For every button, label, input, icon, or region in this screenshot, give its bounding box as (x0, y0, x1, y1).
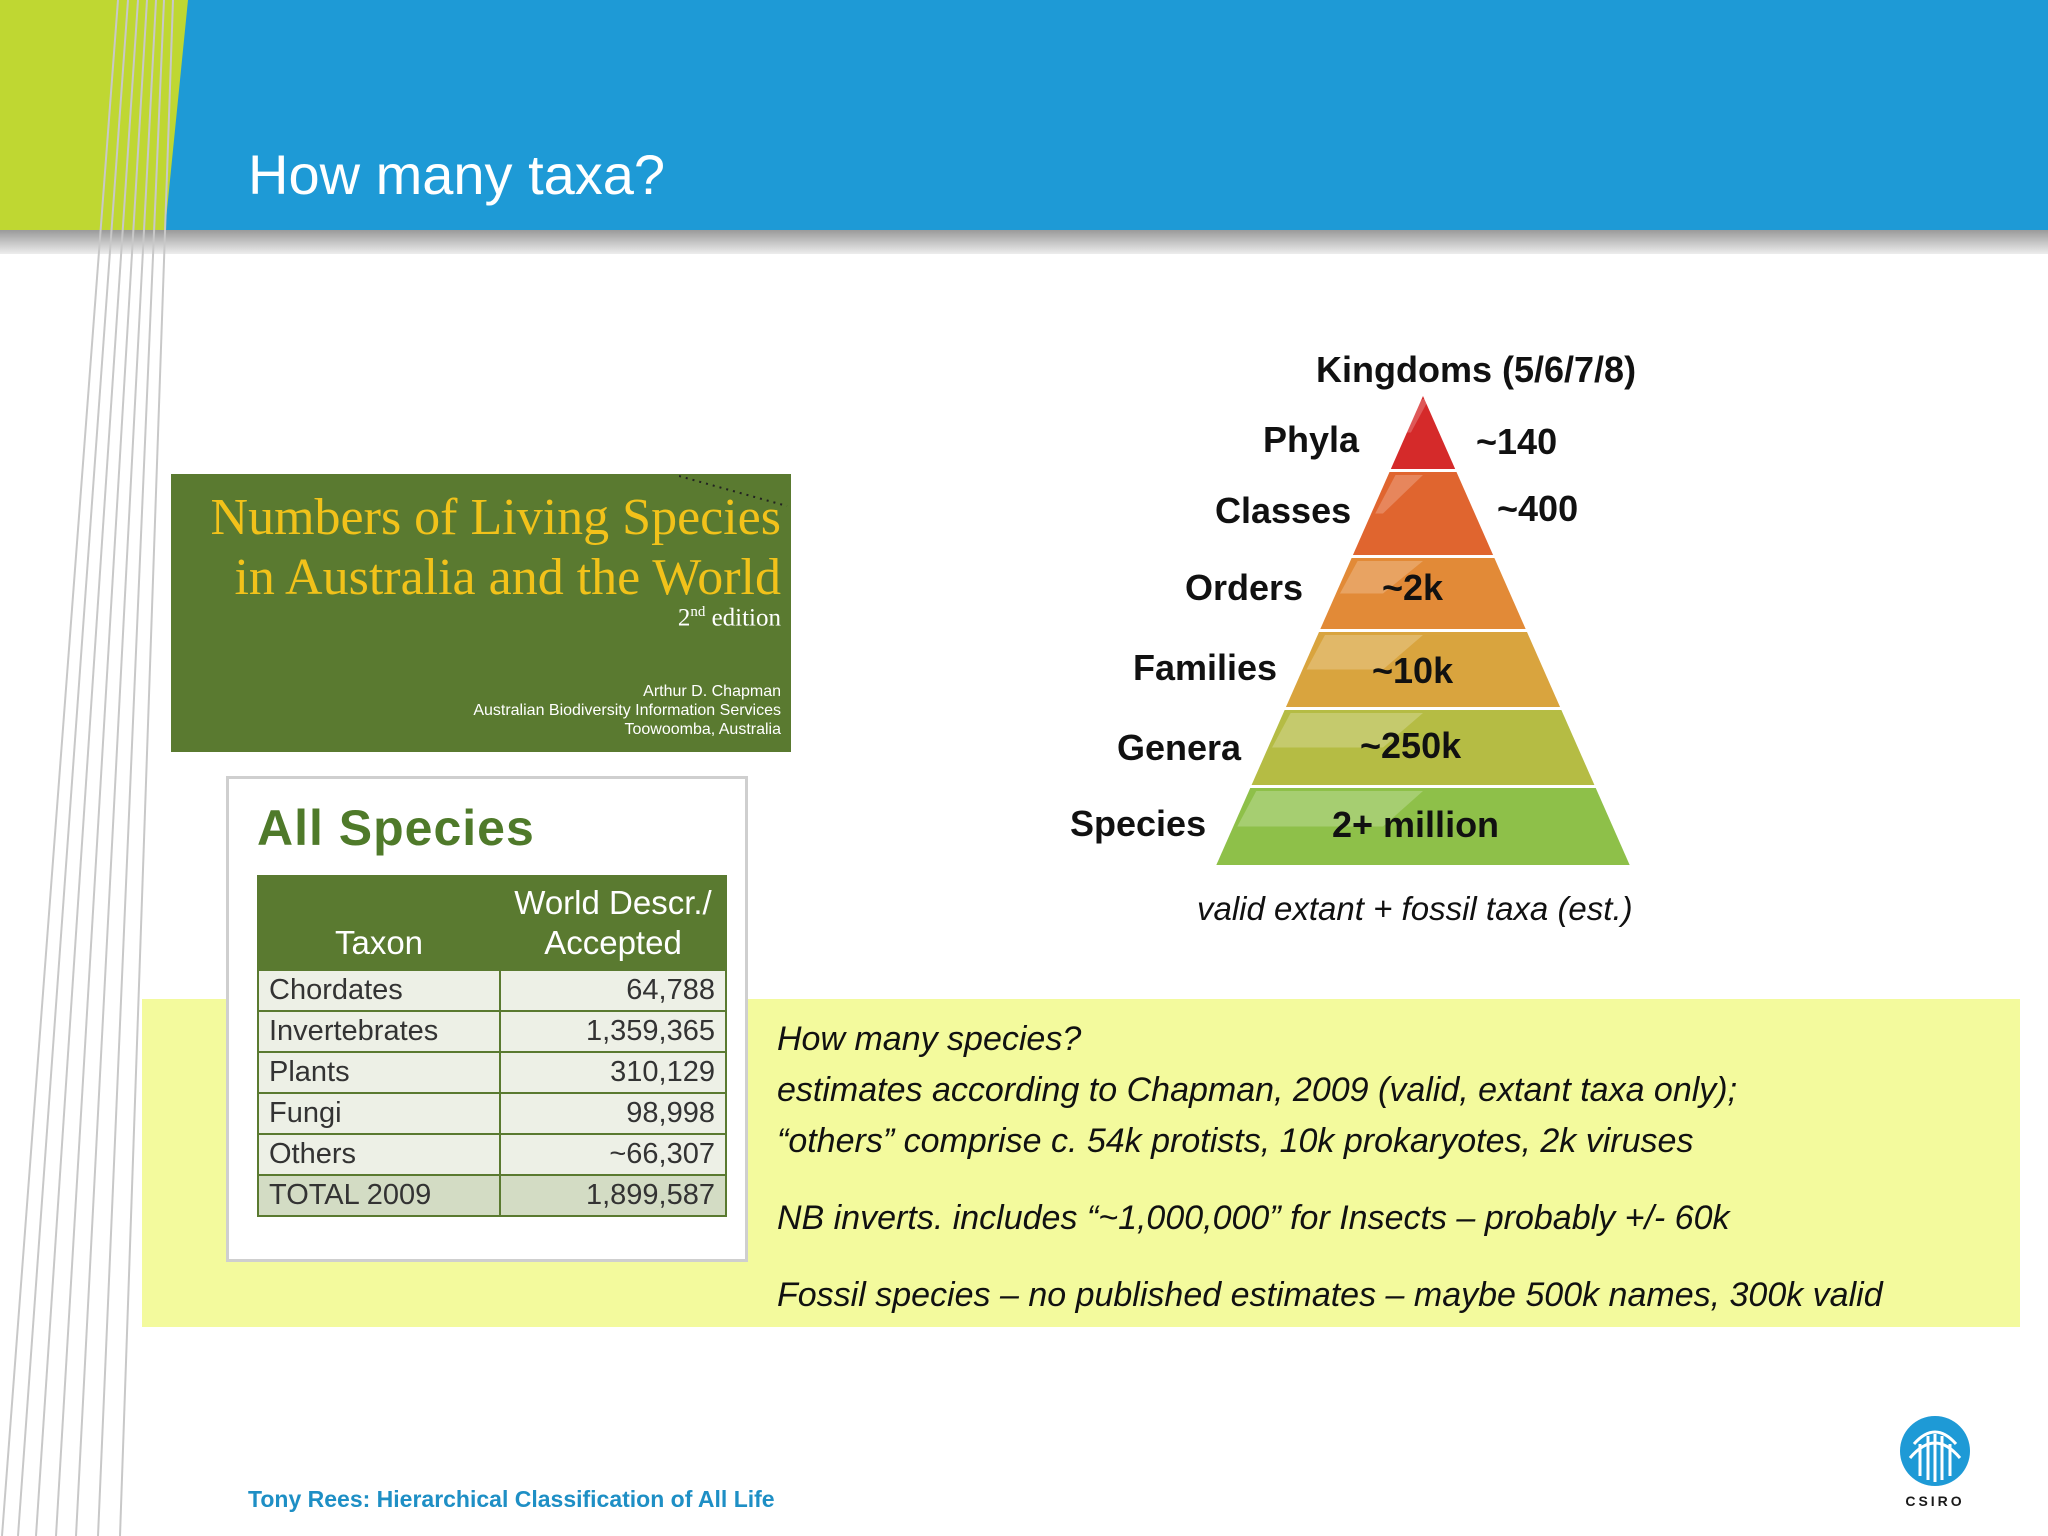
value-cell: 98,998 (500, 1093, 726, 1134)
count-label-classes: ~400 (1497, 488, 1579, 529)
note-line-2: estimates according to Chapman, 2009 (valid, extant taxa only); (777, 1071, 1738, 1109)
table-row (258, 970, 726, 1011)
species-table-heading: All Species (257, 800, 535, 856)
book-title-line2: in Australia and the World (234, 549, 781, 606)
table-row (258, 1011, 726, 1052)
table-row (258, 1134, 726, 1175)
table-total-row (258, 1175, 726, 1216)
taxon-cell: Plants (258, 1052, 500, 1093)
book-organisation: Australian Biodiversity Information Services (473, 702, 781, 719)
taxon-cell: Chordates (258, 970, 500, 1011)
count-label-phyla: ~140 (1476, 421, 1558, 462)
taxon-cell: Others (258, 1134, 500, 1175)
edition-suffix: nd (690, 604, 706, 620)
taxon-cell: Invertebrates (258, 1011, 500, 1052)
rank-label-orders: Orders (1185, 567, 1304, 608)
book-author: Arthur D. Chapman (643, 683, 781, 700)
value-cell: 1,359,365 (500, 1011, 726, 1052)
column-header-taxon: Taxon (258, 876, 500, 970)
book-cover (171, 474, 791, 752)
total-value-cell: 1,899,587 (500, 1175, 726, 1216)
value-cell: ~66,307 (500, 1134, 726, 1175)
pyramid-top-label: Kingdoms (5/6/7/8) (1316, 349, 1637, 390)
edition-word: edition (711, 604, 781, 632)
slide-title: How many taxa? (248, 143, 666, 206)
value-cell: 310,129 (500, 1052, 726, 1093)
note-line-1: How many species? (777, 1020, 1082, 1058)
count-label-species: 2+ million (1332, 804, 1500, 845)
header-shadow (0, 230, 2048, 254)
table-row (258, 1052, 726, 1093)
table-header-row (258, 876, 726, 970)
pyramid-layers (1216, 396, 1629, 865)
pyramid-caption: valid extant + fossil taxa (est.) (1197, 890, 1633, 927)
column-header-world-line2: Accepted (544, 924, 682, 961)
book-credits (473, 682, 781, 739)
total-label-cell: TOTAL 2009 (258, 1175, 500, 1216)
rank-label-species: Species (1070, 803, 1207, 844)
rank-label-classes: Classes (1215, 490, 1352, 531)
count-label-orders: ~2k (1382, 567, 1444, 608)
edition-number: 2 (677, 604, 691, 632)
book-title (211, 488, 781, 608)
book-edition (678, 604, 781, 632)
count-label-families: ~10k (1372, 650, 1454, 691)
book-location: Toowoomba, Australia (624, 721, 781, 738)
column-header-world-line1: World Descr./ (514, 884, 712, 921)
count-label-genera: ~250k (1360, 725, 1462, 766)
note-line-5: Fossil species – no published estimates – maybe 500k names, 300k valid (777, 1276, 1883, 1314)
column-header-world (500, 876, 726, 970)
rank-label-phyla: Phyla (1263, 419, 1360, 460)
csiro-logo-icon (1898, 1414, 1978, 1510)
value-cell: 64,788 (500, 970, 726, 1011)
note-line-3: “others” comprise c. 54k protists, 10k prokaryotes, 2k viruses (777, 1122, 1694, 1160)
logo-wordmark: CSIRO (1905, 1493, 1965, 1509)
rank-label-families: Families (1133, 647, 1278, 688)
species-table (257, 875, 727, 1217)
note-line-4: NB inverts. includes “~1,000,000” for Insects – probably +/- 60k (777, 1199, 1730, 1237)
taxon-cell: Fungi (258, 1093, 500, 1134)
pyramid-layer-classes (1353, 472, 1493, 555)
table-row (258, 1093, 726, 1134)
footer-credit: Tony Rees: Hierarchical Classification of All Life (248, 1486, 775, 1512)
book-title-line1: Numbers of Living Species (210, 489, 781, 546)
all-species-table-panel (226, 776, 748, 1262)
rank-label-genera: Genera (1117, 727, 1242, 768)
